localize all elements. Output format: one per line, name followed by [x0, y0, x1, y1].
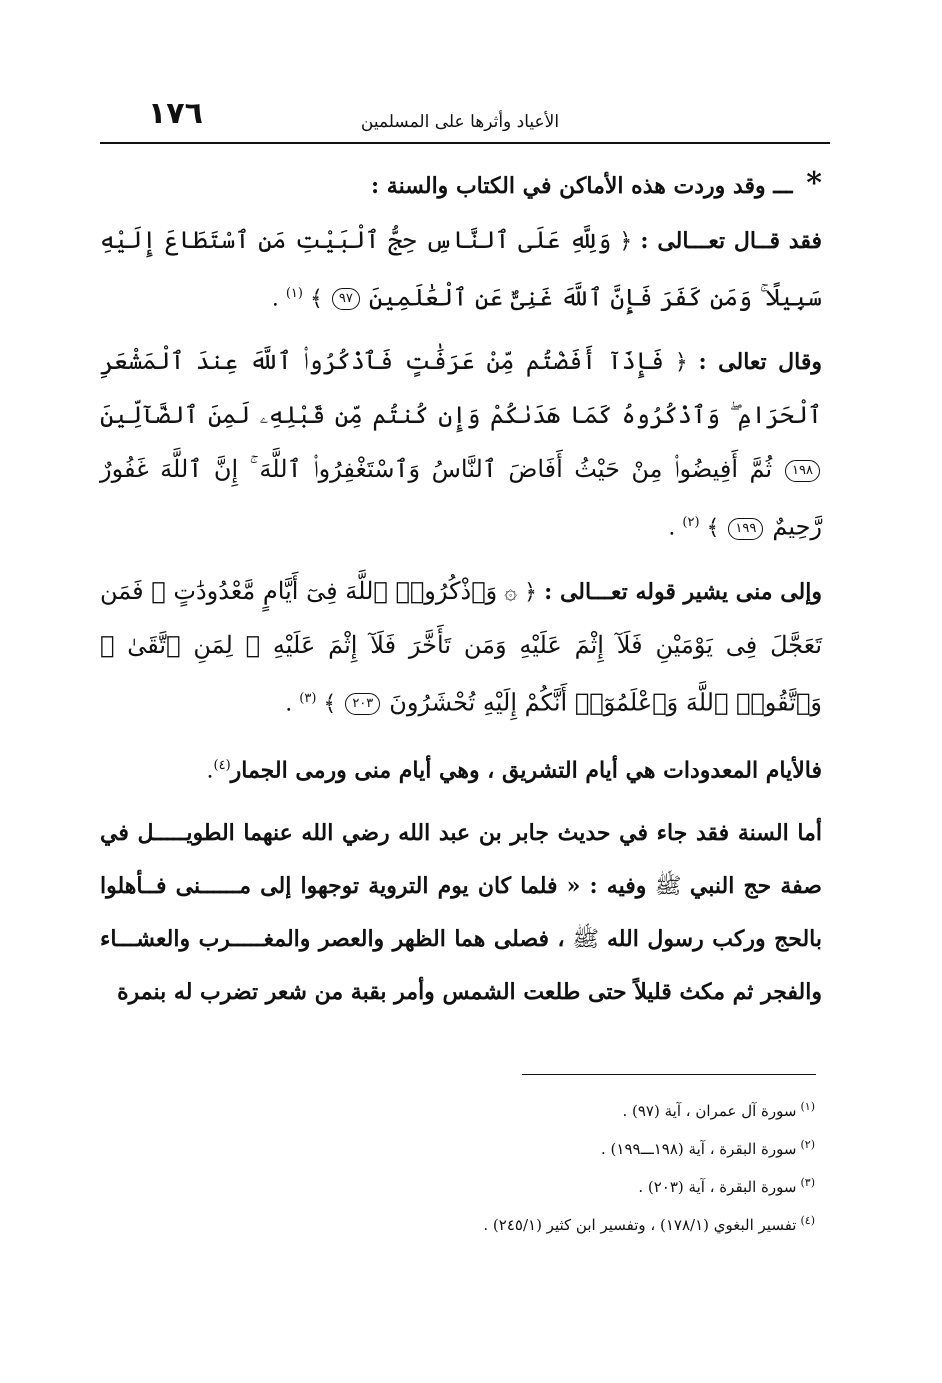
footnote-text: سورة آل عمران ، آية (٩٧) . [622, 1102, 797, 1120]
intro-text: وقال تعالى : [698, 349, 822, 376]
open-bracket: ﴿ ۞ [504, 579, 538, 605]
footnote-marker: (٤) [213, 757, 231, 773]
section-heading [100, 160, 822, 210]
period: . [206, 758, 214, 784]
footnote-rule [522, 1074, 816, 1075]
intro-text: وإلى منى يشير قوله تعـــالى : [544, 578, 823, 605]
footnote-number: (٣) [800, 1176, 815, 1189]
heading-text: ـــ وقد وردت هذه الأماكن في الكتاب والسنة : [371, 173, 793, 199]
footnote-marker: (١) [285, 286, 303, 301]
footnote-text: سورة البقرة ، آية (٢٠٣) . [638, 1178, 797, 1196]
paragraph-text: أما السنة فقد جاء في حديث جابر بن عبد الله رضي الله عنهما الطويـــــل في صفة حج النبي [100, 820, 822, 900]
period: . [271, 286, 279, 312]
header-rule [100, 142, 830, 144]
paragraph-text: فالأيام المعدودات هي أيام التشريق ، وهي أيام منى ورمى الجمار [230, 757, 822, 784]
quran-verse: ثُمَّ أَفِيضُوا۟ مِنْ حَيْثُ أَفَاضَ ٱلنَّاسُ وَٱسْتَغْفِرُوا۟ ٱللَّهَ ۚ إِنَّ ٱللَّهَ غَفُورٌ رَّحِيمٌ [100, 455, 822, 541]
quran-verse: فَإِذَآ أَفَضْتُم مِّنْ عَرَفَٰتٍ فَٱذْكُرُوا۟ ٱللَّهَ عِندَ ٱلْمَشْعَرِ ٱلْحَرَامِ ۖ وَٱذْكُرُوهُ كَمَا هَدَىٰكُمْ وَإِن كُنتُم مِّن قَبْلِهِۦ لَمِنَ ٱلضَّآلِّينَ [100, 347, 822, 430]
main-text [100, 160, 822, 1029]
star-marker: * [806, 166, 822, 201]
period: . [668, 515, 676, 541]
quran-verse: وَلِلَّهِ عَلَى ٱلنَّاسِ حِجُّ ٱلْبَيْتِ مَنِ ٱسْتَطَاعَ إِلَيْهِ سَبِيلًا ۚ وَمَن كَفَرَ فَإِنَّ ٱللَّهَ غَنِىٌّ عَنِ ٱلْعَٰلَمِينَ [100, 226, 822, 312]
period: . [285, 690, 293, 716]
footnote [300, 1128, 815, 1166]
paragraph-text: وفيه : « فلما كان يوم التروية توجهوا إلى مــــــنى فــأهلوا بالحج وركب رسول الله [100, 873, 822, 953]
footnote [300, 1204, 815, 1242]
page-number: ١٧٦ [148, 96, 203, 131]
footnote-number: (٤) [800, 1214, 815, 1227]
page-header [100, 90, 830, 150]
paragraph-verse-3 [100, 565, 822, 730]
footnote [300, 1090, 815, 1128]
intro-text: فقد قــال تعـــالى : [640, 228, 822, 254]
ayah-number: ٢٠٣ [345, 693, 380, 715]
footnote-marker: (٣) [299, 690, 317, 706]
paragraph-tashreeq [100, 740, 822, 797]
footnotes [300, 1090, 815, 1242]
footnote-number: (٢) [800, 1138, 815, 1151]
open-bracket: ﴿ [619, 229, 633, 254]
salutation-glyph: ﷺ [654, 874, 682, 900]
footnote-marker: (٢) [682, 515, 700, 531]
ayah-number: ١٩٩ [728, 518, 763, 540]
close-bracket: ﴾ [706, 515, 720, 541]
ayah-number: ٩٧ [332, 288, 360, 310]
ayah-number: ١٩٨ [785, 460, 820, 482]
close-bracket: ﴾ [323, 690, 337, 716]
footnote-number: (١) [800, 1100, 815, 1113]
quran-verse: وَٱذْكُرُوا۟ ٱللَّهَ فِىٓ أَيَّامٍ مَّعْدُودَٰتٍ ۚ فَمَن تَعَجَّلَ فِى يَوْمَيْنِ فَلَآ إِثْمَ عَلَيْهِ وَمَن تَأَخَّرَ فَلَآ إِثْمَ عَلَيْهِ ۚ لِمَنِ ٱتَّقَىٰ ۗ وَٱتَّقُوا۟ ٱللَّهَ وَٱعْلَمُوٓا۟ أَنَّكُمْ إِلَيْهِ تُحْشَرُونَ [100, 576, 822, 716]
footnote-text: تفسير البغوي (١٧٨/١) ، وتفسير ابن كثير (٢٤٥/١) . [483, 1216, 797, 1234]
open-bracket: ﴿ [674, 350, 688, 376]
paragraph-verse-2 [100, 335, 822, 554]
paragraph-text: ، فصلى هما الظهر والعصر والمغـــــرب والعشـــاء والفجر ثم مكث قليلاً حتى طلعت الشمس وأمر بقبة من شعر تضرب له بنمرة [100, 926, 822, 1006]
running-title: الأعياد وأثرها على المسلمين [360, 112, 560, 132]
footnote [300, 1166, 815, 1204]
paragraph-verse-1 [100, 214, 822, 325]
close-bracket: ﴾ [309, 286, 323, 312]
salutation-glyph: ﷺ [572, 927, 600, 953]
footnote-text: سورة البقرة ، آية (١٩٨ـــ١٩٩) . [601, 1140, 797, 1158]
paragraph-hadith [100, 807, 822, 1019]
